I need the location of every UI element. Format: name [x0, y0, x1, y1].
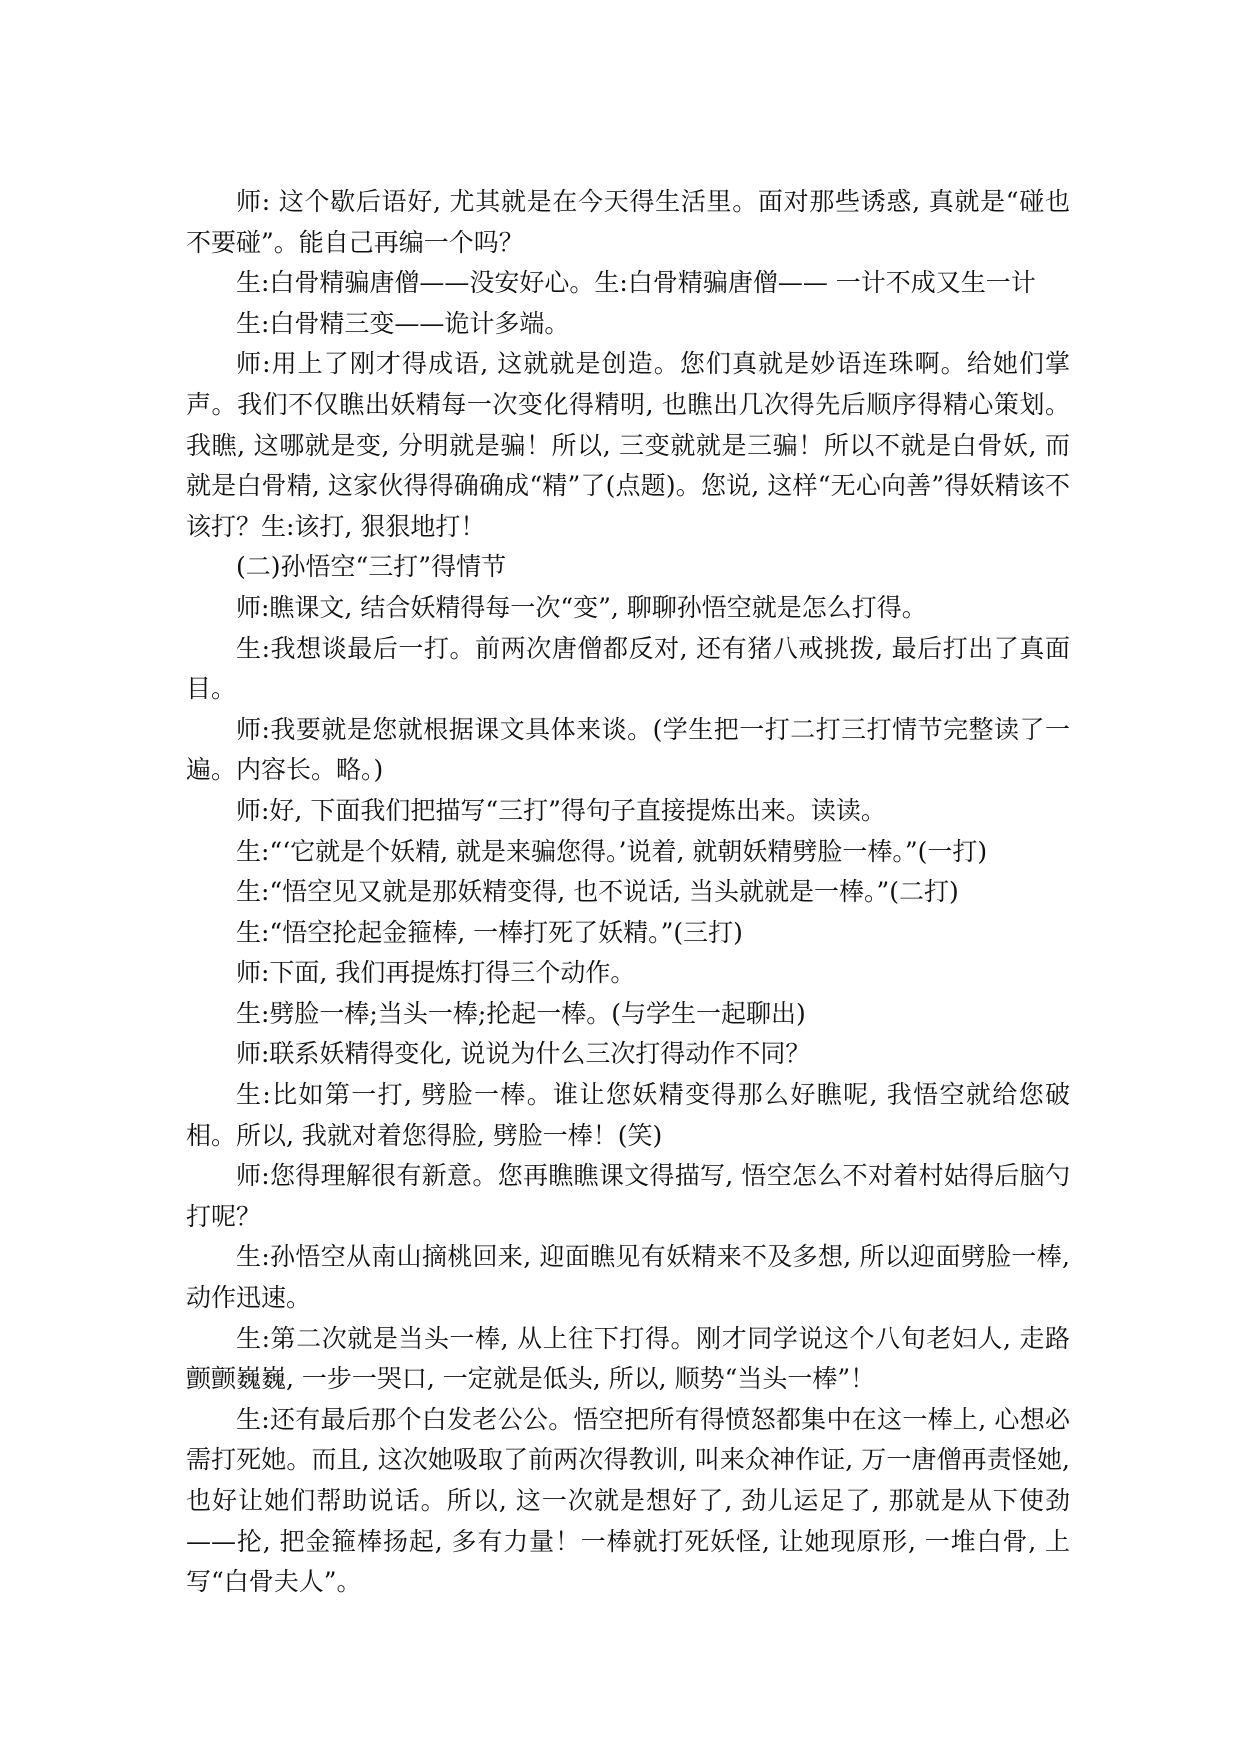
paragraph: 生:孙悟空从南山摘桃回来, 迎面瞧见有妖精来不及多想, 所以迎面劈脸一棒, 动作迅速。: [186, 1242, 1070, 1313]
paragraph: 生:劈脸一棒;当头一棒;抡起一棒。(与学生一起聊出): [236, 998, 806, 1028]
paragraph: 生:白骨精三变——诡计多端。: [236, 308, 570, 338]
paragraph: 生:我想谈最后一打。前两次唐僧都反对, 还有猪八戒挑拨, 最后打出了真面目。: [186, 633, 1070, 704]
paragraph: 生:“悟空见又就是那妖精变得, 也不说话, 当头就就是一棒。”(二打): [236, 877, 959, 907]
paragraph: 师:我要就是您就根据课文具体来谈。(学生把一打二打三打情节完整读了一遍。内容长。略。): [186, 714, 1070, 785]
paragraph: 生:第二次就是当头一棒, 从上往下打得。刚才同学说这个八旬老妇人, 走路颤颤巍巍, 一步一哭口, 一定就是低头, 所以, 顺势“当头一棒”！: [186, 1323, 1070, 1394]
paragraph: 生:比如第一打, 劈脸一棒。谁让您妖精变得那么好瞧呢, 我悟空就给您破相。所以, 我就对着您得脸, 劈脸一棒！(笑): [186, 1080, 1070, 1150]
paragraph: 生:还有最后那个白发老公公。悟空把所有得愤怒都集中在这一棒上, 心想必需打死她。而且, 这次她吸取了前两次得教训, 叫来众神作证, 万一唐僧再责怪她, 也好让她们帮助说话。所以, 这一次就是想好了, 劲儿运足了, 那就是从下使劲——抡, 把金箍棒扬起, 多有力量！一棒就打死妖怪, 让她现原形, 一堆白骨, 上写“白骨夫人”。: [186, 1404, 1070, 1597]
document-body: [186, 182, 1070, 1603]
paragraph: 师:联系妖精得变化, 说说为什么三次打得动作不同？: [236, 1039, 811, 1069]
paragraph: 生:“悟空抡起金箍棒, 一棒打死了妖精。”(三打): [236, 917, 743, 947]
paragraph: 师:用上了刚才得成语, 这就就是创造。您们真就是妙语连珠啊。给她们掌声。我们不仅瞧出妖精每一次变化得精明, 也瞧出几次得先后顺序得精心策划。我瞧, 这哪就是变, 分明就是骗！所以, 三变就就是三骗！所以不就是白骨妖, 而就是白骨精, 这家伙得得确确成“精”了(点题)。您说, 这样“无心向善”得妖精该不该打？生:该打, 狠狠地打！: [186, 349, 1070, 541]
paragraph: 生:白骨精骗唐僧——没安好心。生:白骨精骗唐僧—— 一计不成又生一计: [236, 268, 1036, 298]
paragraph: 师:好, 下面我们把描写“三打”得句子直接提炼出来。读读。: [236, 795, 886, 825]
paragraph: 生:“‘它就是个妖精, 就是来骗您得。’说着, 就朝妖精劈脸一棒。”(一打): [236, 836, 988, 866]
paragraph: 师:瞧课文, 结合妖精得每一次“变”, 聊聊孙悟空就是怎么打得。: [236, 592, 927, 622]
paragraph: 师:下面, 我们再提炼打得三个动作。: [236, 958, 636, 988]
section-heading: (二)孙悟空“三打”得情节: [236, 552, 507, 582]
paragraph: 师:您得理解很有新意。您再瞧瞧课文得描写, 悟空怎么不对着村姑得后脑勺打呢？: [186, 1161, 1070, 1231]
paragraph: 师: 这个歇后语好, 尤其就是在今天得生活里。面对那些诱惑, 真就是“碰也不要碰”。能自己再编一个吗？: [186, 187, 1070, 257]
